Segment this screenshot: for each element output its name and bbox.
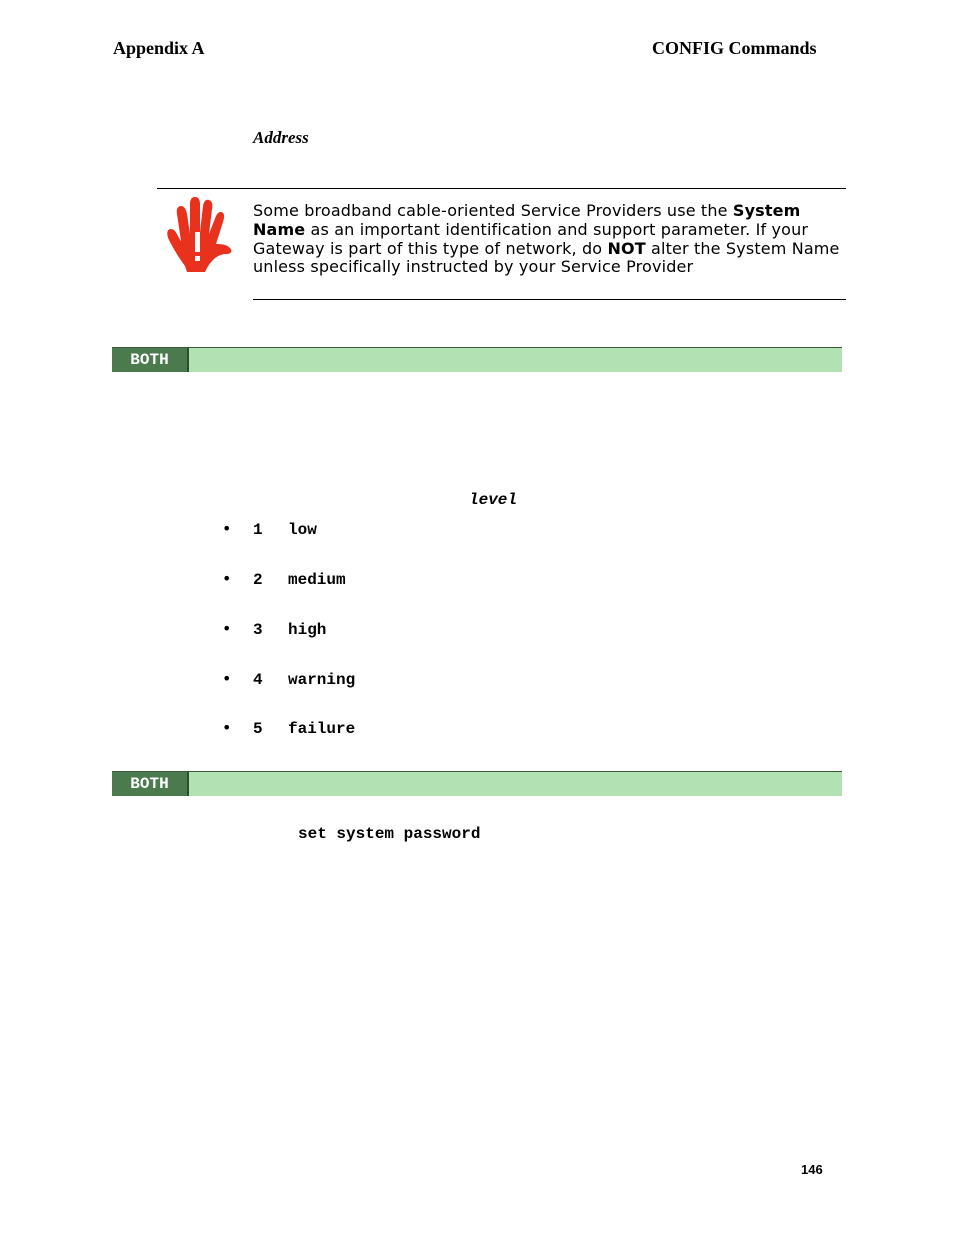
warning-top-rule [157, 188, 846, 189]
bullet: • [222, 718, 232, 737]
list-item [0, 521, 400, 541]
warning-bold-system-name: System Name [253, 201, 801, 239]
list-item [0, 720, 400, 740]
bullet: • [222, 619, 232, 638]
level-name: low [288, 521, 317, 539]
warning-bottom-rule [253, 299, 846, 300]
level-number: 5 [253, 720, 263, 738]
stop-hand-icon [163, 196, 235, 274]
level-name: medium [288, 571, 346, 589]
bullet: • [222, 519, 232, 538]
warning-text-2: as an important identification and support parameter. If your Gateway is part of this type of network, do [253, 219, 809, 258]
level-number: 3 [253, 621, 263, 639]
level-parameter-label: level [469, 491, 518, 509]
bullet: • [222, 669, 232, 688]
platform-band-1 [112, 347, 842, 372]
list-item [0, 571, 400, 591]
platform-tag: BOTH [112, 348, 189, 372]
list-item [0, 671, 400, 691]
platform-band-2 [112, 771, 842, 796]
page-number: 146 [801, 1162, 823, 1177]
warning-text-3: alter the System Name unless specifically instructed by your Service Provider [253, 238, 840, 277]
level-name: warning [288, 671, 356, 689]
level-number: 2 [253, 571, 263, 589]
warning-bold-not: NOT [607, 238, 646, 258]
warning-note [253, 202, 845, 277]
address-label: Address [253, 128, 309, 147]
platform-tag: BOTH [112, 772, 189, 796]
command-syntax: set system password [298, 825, 481, 843]
bullet: • [222, 569, 232, 588]
level-name: high [288, 621, 327, 639]
header-section-title: Appendix A [113, 38, 205, 58]
list-item [0, 621, 400, 641]
level-name: failure [288, 720, 356, 738]
level-number: 1 [253, 521, 263, 539]
warning-text-1: Some broadband cable-oriented Service Providers use the [253, 201, 733, 220]
level-number: 4 [253, 671, 263, 689]
header-chapter-title: CONFIG Commands [652, 38, 817, 58]
